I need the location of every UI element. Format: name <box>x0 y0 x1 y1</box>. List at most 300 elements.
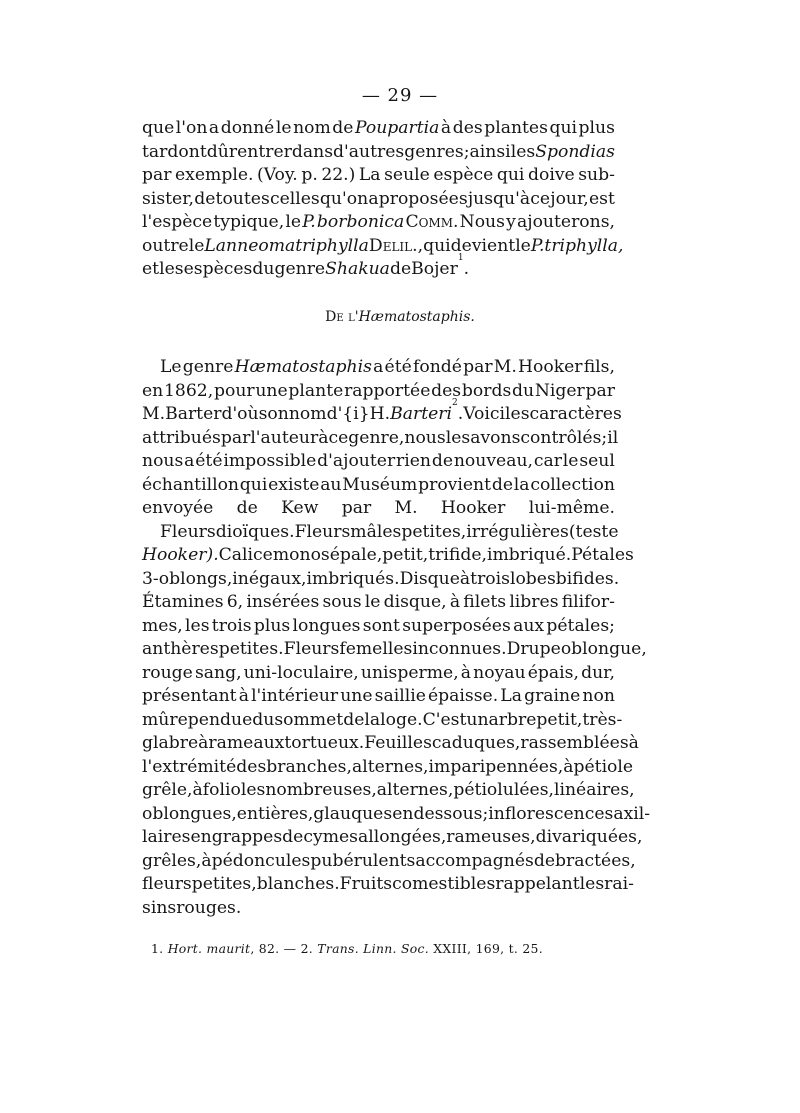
word: Hooker <box>518 357 583 377</box>
word: alternes, <box>376 780 454 800</box>
word: sommet <box>274 709 344 730</box>
word: à <box>318 427 329 448</box>
word: petites, <box>401 521 467 542</box>
word: existe <box>268 474 320 495</box>
word: été <box>384 357 412 377</box>
word: à <box>449 592 461 612</box>
word: Niger <box>534 380 585 401</box>
text-line <box>142 826 643 850</box>
word: espèces <box>183 259 253 279</box>
word: 3-oblongs, <box>142 568 233 589</box>
text-line <box>142 398 622 427</box>
word: le <box>275 118 292 138</box>
word: est <box>588 188 615 209</box>
word: les <box>505 404 530 424</box>
word: irrégulières <box>466 521 569 542</box>
word: Bojer <box>411 259 458 279</box>
word: rapportée <box>344 380 431 401</box>
word: à <box>563 756 574 777</box>
word: sister, <box>142 188 195 209</box>
word: axil- <box>613 803 651 824</box>
word: le <box>364 592 381 612</box>
word: donné <box>220 118 275 138</box>
word: monosépale, <box>272 545 383 565</box>
word: en <box>190 827 212 847</box>
word: le <box>562 451 579 471</box>
word: genre <box>274 259 326 279</box>
word: comestibles <box>392 874 496 894</box>
word: grappes <box>211 827 283 847</box>
word: à <box>238 686 249 706</box>
text-line <box>142 253 615 282</box>
word: Hooker). <box>142 545 219 565</box>
word: de <box>343 709 365 730</box>
word: rassemblées <box>520 733 629 753</box>
word: Spondias <box>535 141 615 162</box>
word: Fleurs <box>160 521 216 542</box>
text-line <box>142 779 635 803</box>
word: trifide, <box>428 545 487 565</box>
word: d'où <box>221 404 259 424</box>
word: de <box>236 498 258 518</box>
word: rappelant <box>495 874 580 894</box>
word: les <box>445 427 471 448</box>
word: Le <box>160 357 182 377</box>
text-line <box>142 427 619 451</box>
word: 22.) <box>321 165 356 185</box>
word: seul <box>579 451 615 471</box>
word-group <box>411 253 470 282</box>
word: fleurs <box>142 874 192 894</box>
word: Comm. <box>405 212 459 232</box>
word: nombreuses, <box>265 780 377 800</box>
text-line <box>142 141 615 165</box>
word: ont <box>178 141 207 162</box>
word: (teste <box>568 521 619 542</box>
word: des <box>452 118 483 138</box>
word: collection <box>530 474 615 495</box>
word: caduques, <box>431 733 521 753</box>
word: ce <box>530 188 551 209</box>
word: libres <box>509 592 559 612</box>
word: nouveau, <box>453 451 534 471</box>
word: rentrer <box>228 141 292 162</box>
word: par <box>341 498 372 518</box>
word: entières, <box>236 803 314 824</box>
word: Disque <box>399 568 460 589</box>
word: y <box>506 212 516 232</box>
word: de <box>491 474 513 495</box>
word: Lanneoma <box>204 235 296 256</box>
word: tard <box>142 141 179 162</box>
word: oblongue, <box>560 639 647 659</box>
word: a <box>373 357 384 377</box>
word: Hæmatostaphis <box>234 357 372 377</box>
section-heading <box>0 309 800 325</box>
word: Kew <box>281 498 319 518</box>
text-line <box>142 756 634 780</box>
word: trois <box>470 568 510 589</box>
word: le <box>285 212 302 232</box>
word: 1862, <box>164 380 214 401</box>
text-line <box>142 638 647 662</box>
text-line <box>142 117 615 141</box>
word: en <box>392 803 414 824</box>
word: filifor- <box>561 592 615 612</box>
word: de <box>389 259 412 279</box>
word: superposées <box>402 615 511 636</box>
word: petit, <box>536 709 583 730</box>
word: unisperme, <box>360 662 459 683</box>
word: ajouterons, <box>517 212 615 232</box>
word: sub- <box>578 165 615 185</box>
word: P. <box>302 212 316 232</box>
word: qui <box>549 118 578 138</box>
word: petit, <box>382 545 429 565</box>
word: du <box>252 259 275 279</box>
word: rouge <box>142 662 193 683</box>
word: imbriqué. <box>486 545 572 565</box>
word: branches, <box>266 756 352 777</box>
text-line <box>142 474 615 498</box>
word: (Voy. <box>257 165 298 185</box>
word: avons <box>470 427 521 448</box>
word: loge. <box>380 709 423 730</box>
word: une <box>340 686 373 706</box>
text-line <box>142 521 619 545</box>
footnote-2: 2. Trans. Linn. Soc. XXIII, 169, t. 25. <box>300 941 543 956</box>
word: l'extrémité <box>142 756 237 777</box>
word: à <box>201 850 212 871</box>
word: pour <box>213 380 255 401</box>
word: Voici <box>463 404 506 424</box>
word: d'{i}H. <box>326 404 391 424</box>
word: dessous; <box>413 803 489 824</box>
word: aux <box>513 615 545 636</box>
word: M. <box>493 357 517 377</box>
word: Nous <box>459 212 505 232</box>
text-line <box>142 732 639 756</box>
word: femelles <box>339 639 413 659</box>
word: Feuilles <box>364 733 432 753</box>
page-number: — 29 — <box>361 85 439 106</box>
text-line <box>142 211 615 235</box>
word: glauques <box>313 803 393 824</box>
text-line <box>142 544 634 568</box>
word: attribués <box>142 427 221 448</box>
word: le <box>515 235 531 256</box>
word: pubérulents <box>310 850 416 871</box>
word: Étamines <box>142 592 224 612</box>
word: son <box>258 404 289 424</box>
word: les <box>510 141 536 162</box>
word: imparipennées, <box>428 756 564 777</box>
word: de <box>431 451 454 471</box>
word: Fleurs <box>294 521 351 542</box>
word: sont <box>362 615 400 636</box>
word: rien <box>396 451 431 471</box>
word: linéaires, <box>553 780 635 800</box>
word: dioïques. <box>215 521 295 542</box>
word: doive <box>527 165 575 185</box>
word: lobes <box>509 568 556 589</box>
text-line <box>142 568 620 592</box>
word: outre <box>142 235 189 256</box>
word: les <box>159 259 184 279</box>
word: de <box>282 827 304 847</box>
word: les <box>185 615 210 636</box>
word: bifides. <box>555 568 620 589</box>
word: car <box>533 451 562 471</box>
word: présentant <box>142 686 237 706</box>
word: par <box>463 357 493 377</box>
word: Delil., <box>368 235 424 256</box>
text-line <box>142 450 615 474</box>
word: Shakua <box>325 259 390 279</box>
word: folioles <box>202 780 266 800</box>
word: cymes <box>303 827 358 847</box>
word: espèce <box>433 165 494 185</box>
word: les <box>579 874 605 894</box>
word: disque, <box>383 592 447 612</box>
word: p. <box>301 165 318 185</box>
word: Fleurs <box>283 639 340 659</box>
word: de <box>194 188 216 209</box>
word: à <box>460 662 472 683</box>
word: rouges. <box>176 897 242 918</box>
text-line <box>142 873 634 897</box>
word: blanches. <box>256 874 340 894</box>
word: sang, <box>194 662 242 683</box>
word: pédoncules <box>211 850 311 871</box>
word: tortueux. <box>284 733 365 753</box>
word: la <box>364 709 381 730</box>
word: d'ajouter <box>317 451 396 471</box>
word: accompagnés <box>415 850 534 871</box>
word: plantes <box>484 118 548 138</box>
word: proposées <box>378 188 468 209</box>
text-line <box>142 188 615 212</box>
word: en <box>142 380 164 401</box>
word: bractées, <box>555 850 636 871</box>
word: Calice <box>218 545 273 565</box>
word-group <box>390 398 464 427</box>
text-line <box>142 235 624 259</box>
word: allongées, <box>358 827 447 847</box>
word: P. <box>530 235 545 256</box>
word: rameaux <box>208 733 285 753</box>
word: été <box>195 451 223 471</box>
word: bords <box>461 380 512 401</box>
word: M. <box>142 404 166 424</box>
word: genre <box>182 357 234 377</box>
word: mûre <box>142 709 188 730</box>
text-line <box>142 897 615 921</box>
word: a <box>184 451 195 471</box>
word: filets <box>463 592 507 612</box>
word: l'espèce <box>142 212 213 232</box>
word: ce <box>328 427 349 448</box>
word: borbonica <box>316 212 405 232</box>
word: Pétales <box>571 545 634 565</box>
word: graine <box>524 686 581 706</box>
word: au <box>320 474 342 495</box>
word: laires <box>142 827 191 847</box>
word: le <box>188 235 205 256</box>
word: qui <box>239 474 268 495</box>
text-line <box>142 356 615 380</box>
word: genre, <box>348 427 405 448</box>
word: qu'on <box>319 188 369 209</box>
word: devient <box>450 235 516 256</box>
word: pétales; <box>546 615 615 636</box>
word: pétiole <box>573 756 634 777</box>
word: ainsi <box>469 141 511 162</box>
text-line <box>142 709 623 733</box>
word: la <box>513 474 530 495</box>
text-line <box>142 497 615 521</box>
word: et <box>142 259 160 279</box>
word: petites. <box>218 639 284 659</box>
word: a <box>208 118 220 138</box>
word: arbre <box>488 709 537 730</box>
word: du <box>512 380 535 401</box>
word: exemple. <box>175 165 254 185</box>
word: lui-même. <box>528 498 615 518</box>
word: à <box>192 780 203 800</box>
word: alternes, <box>351 756 429 777</box>
word: . <box>457 404 464 424</box>
word: pétiolulées, <box>453 780 554 800</box>
word: nous <box>404 427 446 448</box>
word: non <box>582 686 615 706</box>
text-line <box>142 164 615 188</box>
paragraph-pouparia <box>142 117 624 282</box>
word: impossible <box>223 451 317 471</box>
word: dû <box>206 141 229 162</box>
word: trois <box>211 615 252 636</box>
word: caractères <box>529 404 622 424</box>
heading-prefix: De l' <box>325 309 359 325</box>
word: à <box>198 733 209 753</box>
word: Hooker <box>440 498 506 518</box>
word: des <box>431 380 462 401</box>
text-line <box>142 685 615 709</box>
word: celles <box>269 188 320 209</box>
word: typique, <box>213 212 285 232</box>
word: plus <box>578 118 615 138</box>
word: insérées <box>246 592 320 612</box>
word: Barteri <box>390 404 453 424</box>
text-line <box>142 380 615 404</box>
word: à <box>628 733 639 753</box>
word: M. <box>394 498 418 518</box>
word: seule <box>384 165 430 185</box>
word: par <box>220 427 251 448</box>
word: du <box>252 709 275 730</box>
word: à <box>440 118 452 138</box>
word: Barter <box>165 404 222 424</box>
word: mâles <box>350 521 402 542</box>
footnote-1: 1. Hort. maurit, 82. — <box>151 941 301 956</box>
word: nous <box>142 451 184 471</box>
word: 2 <box>452 398 458 408</box>
word: fondé <box>412 357 462 377</box>
word: La <box>358 165 381 185</box>
word: uni-loculaire, <box>243 662 359 683</box>
word: glabre <box>142 733 199 753</box>
word: petites, <box>191 874 257 894</box>
word: genres; <box>404 141 470 162</box>
word: qui <box>496 165 525 185</box>
word: sins <box>142 897 177 918</box>
word: plante <box>288 380 344 401</box>
text-line <box>142 850 636 874</box>
word: La <box>500 686 522 706</box>
word: qui <box>423 235 451 256</box>
word: une <box>255 380 288 401</box>
word: très- <box>582 709 623 730</box>
word: grêle, <box>142 780 193 800</box>
word: des <box>236 756 267 777</box>
word: inconnues. <box>412 639 507 659</box>
word: a <box>368 188 379 209</box>
word: pendue <box>187 709 253 730</box>
word: 6, <box>226 592 244 612</box>
word: triphylla, <box>544 235 624 256</box>
word: échantillon <box>142 474 239 495</box>
heading-genus: Hæmatostaphis. <box>358 309 475 325</box>
word: de <box>332 118 354 138</box>
word: l'on <box>175 118 208 138</box>
word: contrôlés; <box>520 427 608 448</box>
word: un <box>466 709 489 730</box>
word: jusqu'à <box>467 188 531 209</box>
word: nom <box>293 118 331 138</box>
text-line <box>142 615 615 639</box>
word: jour, <box>550 188 589 209</box>
word: dans <box>291 141 334 162</box>
word: Drupe <box>506 639 561 659</box>
word: nom <box>288 404 327 424</box>
word: divariquées, <box>535 827 643 847</box>
word: épaisse. <box>427 686 499 706</box>
word: provient <box>418 474 492 495</box>
word: grêles, <box>142 850 202 871</box>
word: épais, <box>527 662 579 683</box>
word: d'autres <box>333 141 405 162</box>
word: envoyée <box>142 498 214 518</box>
word: de <box>533 850 556 871</box>
word: par <box>585 380 615 401</box>
word: mes, <box>142 615 183 636</box>
word: rai- <box>604 874 634 894</box>
word: Fruits <box>339 874 393 894</box>
word: saillie <box>374 686 426 706</box>
word: inflorescences <box>488 803 614 824</box>
word: Poupartia <box>355 118 440 138</box>
word: que <box>142 118 175 138</box>
footnotes <box>151 941 591 956</box>
word: C'est <box>422 709 467 730</box>
word: imbriqués. <box>306 568 400 589</box>
word: inégaux, <box>232 568 307 589</box>
word: toutes <box>215 188 270 209</box>
word: l'auteur <box>250 427 319 448</box>
word: longues <box>292 615 361 636</box>
word: par <box>142 165 172 185</box>
word: à <box>459 568 471 589</box>
